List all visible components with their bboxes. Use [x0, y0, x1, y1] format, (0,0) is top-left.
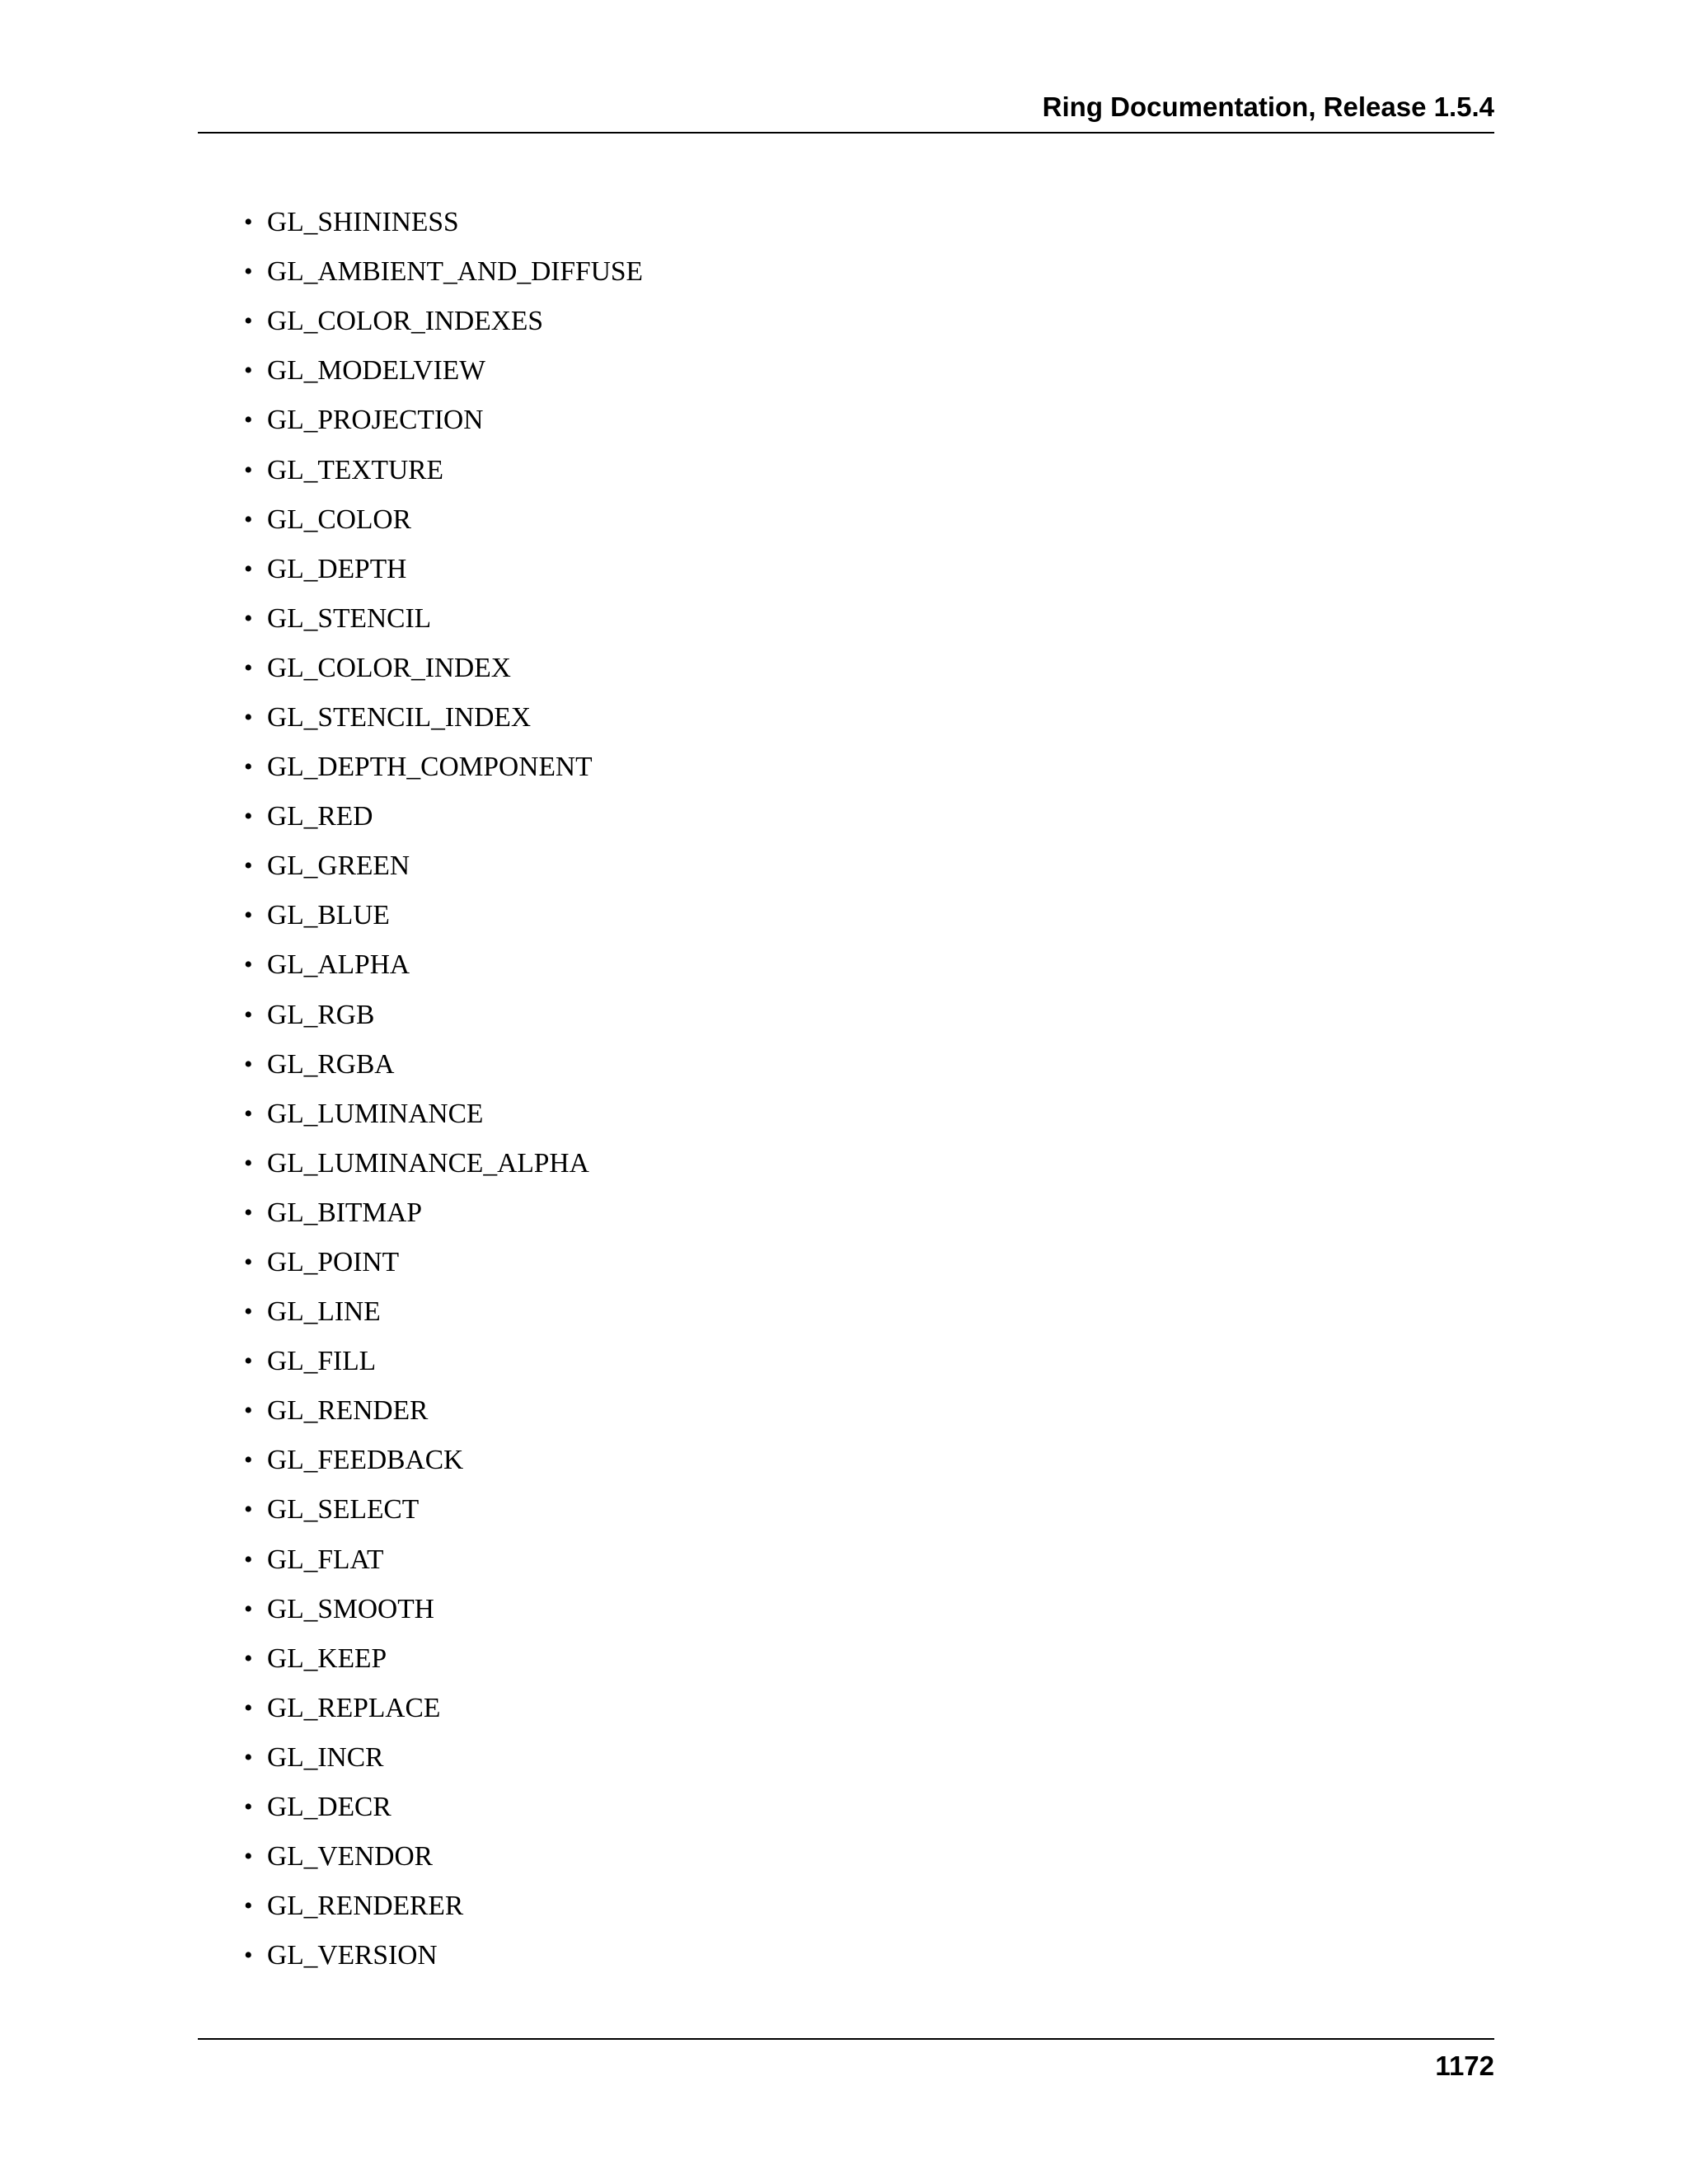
bullet-icon: • — [244, 753, 253, 781]
bullet-icon: • — [244, 1595, 253, 1623]
list-item-text: GL_DEPTH — [267, 553, 407, 584]
bullet-icon: • — [244, 1545, 253, 1573]
list-item-text: GL_PROJECTION — [267, 405, 484, 436]
list-item — [244, 1733, 643, 1783]
bullet-icon: • — [244, 1694, 253, 1722]
bullet-icon: • — [244, 1149, 253, 1177]
list-item-text: GL_FLAT — [267, 1544, 384, 1575]
bullet-icon: • — [244, 357, 253, 385]
bullet-icon: • — [244, 1099, 253, 1127]
list-item-text: GL_SHININESS — [267, 207, 459, 238]
list-item — [244, 1634, 643, 1684]
list-item — [244, 743, 643, 792]
bullet-icon: • — [244, 1892, 253, 1920]
list-item — [244, 693, 643, 743]
list-item — [244, 297, 643, 346]
list-item-text: GL_LUMINANCE — [267, 1098, 484, 1129]
bullet-icon: • — [244, 456, 253, 484]
bullet-icon: • — [244, 1446, 253, 1474]
list-item — [244, 1188, 643, 1238]
list-item-text: GL_VERSION — [267, 1940, 438, 1971]
list-item — [244, 1287, 643, 1337]
list-item-text: GL_STENCIL_INDEX — [267, 701, 532, 733]
list-item — [244, 1485, 643, 1535]
bullet-icon: • — [244, 1198, 253, 1226]
list-item-text: GL_BLUE — [267, 900, 390, 931]
list-item — [244, 1040, 643, 1090]
list-item — [244, 1585, 643, 1634]
list-item — [244, 891, 643, 940]
page-footer — [198, 2038, 1494, 2081]
list-item — [244, 1386, 643, 1436]
list-item — [244, 396, 643, 445]
bullet-icon: • — [244, 1743, 253, 1771]
list-item — [244, 545, 643, 594]
list-item-text: GL_GREEN — [267, 851, 410, 882]
bullet-icon: • — [244, 209, 253, 237]
bullet-icon: • — [244, 703, 253, 731]
list-item — [244, 1783, 643, 1832]
list-item-text: GL_RED — [267, 801, 373, 832]
list-item — [244, 1882, 643, 1931]
list-item-text: GL_VENDOR — [267, 1841, 433, 1872]
list-item — [244, 792, 643, 841]
bullet-icon: • — [244, 1793, 253, 1821]
list-item — [244, 940, 643, 990]
list-item-text: GL_RENDERER — [267, 1891, 464, 1922]
list-item-text: GL_POINT — [267, 1247, 400, 1278]
list-item-text: GL_RGB — [267, 999, 375, 1030]
list-item-text: GL_SMOOTH — [267, 1593, 434, 1624]
list-item — [244, 346, 643, 396]
bullet-icon: • — [244, 1050, 253, 1078]
list-item-text: GL_SELECT — [267, 1494, 420, 1526]
list-item-text: GL_ALPHA — [267, 949, 410, 981]
bullet-icon: • — [244, 406, 253, 434]
list-item — [244, 1684, 643, 1733]
list-item — [244, 1090, 643, 1139]
bullet-icon: • — [244, 1843, 253, 1871]
list-item — [244, 1931, 643, 1980]
bullet-icon: • — [244, 803, 253, 831]
list-item — [244, 991, 643, 1040]
list-item-text: GL_COLOR — [267, 504, 411, 535]
bullet-icon: • — [244, 258, 253, 286]
bullet-icon: • — [244, 505, 253, 533]
list-item-text: GL_KEEP — [267, 1643, 387, 1674]
list-item-text: GL_BITMAP — [267, 1197, 422, 1228]
list-item — [244, 841, 643, 891]
list-item-text: GL_RGBA — [267, 1048, 395, 1080]
list-item — [244, 644, 643, 693]
bullet-icon: • — [244, 1942, 253, 1970]
bullet-icon: • — [244, 951, 253, 979]
list-item — [244, 198, 643, 247]
list-item — [244, 1436, 643, 1485]
list-item — [244, 247, 643, 297]
list-item-text: GL_INCR — [267, 1741, 384, 1773]
list-item — [244, 1337, 643, 1386]
bullet-icon: • — [244, 852, 253, 880]
page-header — [198, 89, 1494, 134]
list-item-text: GL_DEPTH_COMPONENT — [267, 752, 593, 783]
list-item — [244, 495, 643, 545]
list-item-text: GL_STENCIL — [267, 602, 432, 634]
header-title: Ring Documentation, Release 1.5.4 — [1042, 91, 1494, 122]
list-item-text: GL_COLOR_INDEX — [267, 652, 511, 683]
bullet-icon: • — [244, 902, 253, 930]
list-item-text: GL_RENDER — [267, 1395, 429, 1427]
list-item-text: GL_FEEDBACK — [267, 1445, 464, 1476]
constant-list — [244, 198, 643, 1980]
bullet-icon: • — [244, 1001, 253, 1029]
list-item-text: GL_REPLACE — [267, 1692, 441, 1723]
bullet-icon: • — [244, 1298, 253, 1326]
bullet-icon: • — [244, 307, 253, 335]
bullet-icon: • — [244, 1496, 253, 1524]
bullet-icon: • — [244, 1644, 253, 1672]
list-item — [244, 1535, 643, 1585]
list-item-text: GL_LUMINANCE_ALPHA — [267, 1147, 589, 1179]
bullet-icon: • — [244, 604, 253, 632]
bullet-icon: • — [244, 555, 253, 583]
list-item-text: GL_FILL — [267, 1346, 377, 1377]
list-item-text: GL_DECR — [267, 1792, 392, 1823]
bullet-icon: • — [244, 1347, 253, 1376]
list-item-text: GL_TEXTURE — [267, 454, 443, 485]
list-item-text: GL_LINE — [267, 1296, 381, 1328]
list-item — [244, 594, 643, 644]
list-item-text: GL_COLOR_INDEXES — [267, 306, 543, 337]
page-number: 1172 — [1435, 2050, 1494, 2081]
list-item — [244, 1832, 643, 1882]
bullet-icon: • — [244, 1249, 253, 1277]
bullet-icon: • — [244, 1397, 253, 1425]
list-item-text: GL_AMBIENT_AND_DIFFUSE — [267, 256, 643, 288]
list-item — [244, 1139, 643, 1188]
list-item — [244, 1238, 643, 1287]
list-item-text: GL_MODELVIEW — [267, 355, 485, 387]
list-item — [244, 445, 643, 494]
bullet-icon: • — [244, 654, 253, 682]
